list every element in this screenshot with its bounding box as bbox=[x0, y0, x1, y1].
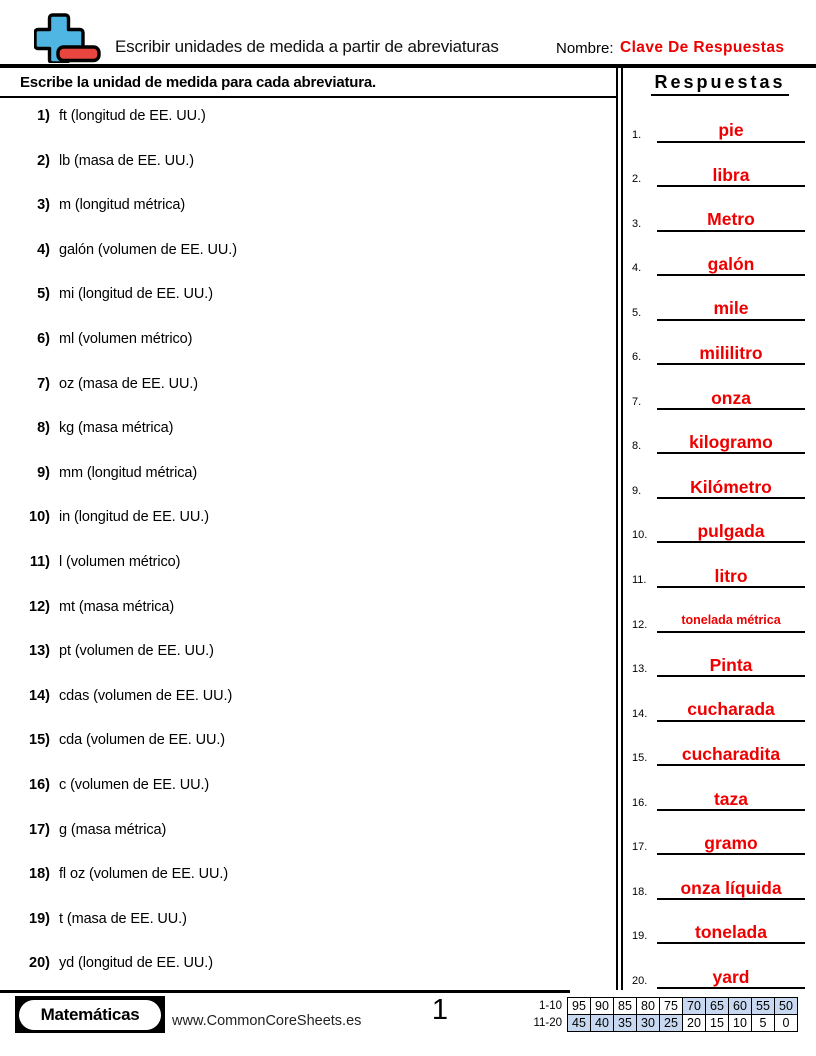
score-row bbox=[488, 1015, 798, 1032]
score-cell: 30 bbox=[637, 1015, 660, 1032]
answer-row bbox=[624, 187, 816, 232]
answer-number: 10. bbox=[632, 529, 648, 542]
score-cell: 35 bbox=[614, 1015, 637, 1032]
answer-text: gramo bbox=[657, 834, 805, 855]
answer-text: galón bbox=[657, 255, 805, 276]
score-cell: 5 bbox=[752, 1015, 775, 1032]
name-label: Nombre: bbox=[556, 40, 614, 57]
question-row bbox=[0, 455, 616, 500]
answer-number: 13. bbox=[632, 663, 648, 676]
question-text: ml (volumen métrico) bbox=[59, 330, 193, 347]
answer-number: 16. bbox=[632, 796, 648, 809]
score-cell: 85 bbox=[614, 998, 637, 1015]
answers-header bbox=[624, 68, 816, 96]
answer-row bbox=[624, 454, 816, 499]
question-row bbox=[0, 856, 616, 901]
answer-text: tonelada bbox=[657, 923, 805, 944]
score-cell: 95 bbox=[568, 998, 591, 1015]
score-cell: 20 bbox=[683, 1015, 706, 1032]
question-text: mi (longitud de EE. UU.) bbox=[59, 286, 213, 303]
answer-text: yard bbox=[657, 968, 805, 989]
answer-row bbox=[624, 365, 816, 410]
answer-text: taza bbox=[657, 790, 805, 811]
question-text: yd (longitud de EE. UU.) bbox=[59, 955, 213, 972]
answer-row bbox=[624, 232, 816, 277]
plus-minus-logo-icon bbox=[34, 13, 102, 63]
question-row bbox=[0, 812, 616, 857]
answer-number: 19. bbox=[632, 930, 648, 943]
question-number: 12) bbox=[29, 598, 50, 615]
answer-row bbox=[624, 276, 816, 321]
question-row bbox=[0, 633, 616, 678]
answer-number: 6. bbox=[632, 351, 642, 364]
question-number: 15) bbox=[29, 732, 50, 749]
answer-text: Metro bbox=[657, 210, 805, 231]
question-number: 14) bbox=[29, 687, 50, 704]
question-row bbox=[0, 901, 616, 946]
score-cell: 55 bbox=[752, 998, 775, 1015]
answer-text: onza líquida bbox=[657, 879, 805, 900]
score-range-label: 1-10 bbox=[538, 1000, 562, 1012]
question-row bbox=[0, 410, 616, 455]
question-number: 19) bbox=[29, 910, 50, 927]
question-row bbox=[0, 767, 616, 812]
answer-text: cucharada bbox=[657, 700, 805, 721]
question-number: 7) bbox=[37, 375, 50, 392]
answer-number: 7. bbox=[632, 395, 642, 408]
question-number: 9) bbox=[37, 464, 50, 481]
question-text: cda (volumen de EE. UU.) bbox=[59, 732, 226, 749]
answer-text: tonelada métrica bbox=[657, 614, 805, 633]
question-number: 17) bbox=[29, 821, 50, 838]
score-cell: 50 bbox=[775, 998, 798, 1015]
answer-text: pie bbox=[657, 121, 805, 142]
answers-list bbox=[624, 98, 816, 989]
answer-number: 1. bbox=[632, 128, 642, 141]
question-number: 13) bbox=[29, 643, 50, 660]
question-row bbox=[0, 276, 616, 321]
question-text: fl oz (volumen de EE. UU.) bbox=[59, 866, 229, 883]
question-number: 20) bbox=[29, 955, 50, 972]
question-text: lb (masa de EE. UU.) bbox=[59, 152, 194, 169]
answer-text: mile bbox=[657, 299, 805, 320]
answer-text: Kilómetro bbox=[657, 478, 805, 499]
question-row bbox=[0, 366, 616, 411]
answer-row bbox=[624, 543, 816, 588]
page-number: 1 bbox=[431, 994, 449, 1026]
answer-row bbox=[624, 855, 816, 900]
answer-row bbox=[624, 766, 816, 811]
score-table bbox=[488, 997, 798, 1032]
answer-row bbox=[624, 677, 816, 722]
page-title: Escribir unidades de medida a partir de abreviaturas bbox=[115, 37, 499, 56]
question-row bbox=[0, 187, 616, 232]
answer-number: 8. bbox=[632, 440, 642, 453]
question-text: g (masa métrica) bbox=[59, 821, 167, 838]
answer-text: mililitro bbox=[657, 344, 805, 365]
question-number: 10) bbox=[29, 509, 50, 526]
question-row bbox=[0, 544, 616, 589]
question-text: mt (masa métrica) bbox=[59, 598, 175, 615]
answer-text: cucharadita bbox=[657, 745, 805, 766]
website-url: www.CommonCoreSheets.es bbox=[172, 1013, 362, 1029]
answer-text: kilogramo bbox=[657, 433, 805, 454]
question-text: cdas (volumen de EE. UU.) bbox=[59, 687, 233, 704]
answer-row bbox=[624, 944, 816, 989]
answer-row bbox=[624, 722, 816, 767]
answer-text: Pinta bbox=[657, 656, 805, 677]
score-cell: 60 bbox=[729, 998, 752, 1015]
question-text: oz (masa de EE. UU.) bbox=[59, 375, 199, 392]
score-cell: 90 bbox=[591, 998, 614, 1015]
score-row bbox=[488, 998, 798, 1015]
question-row bbox=[0, 499, 616, 544]
question-row bbox=[0, 722, 616, 767]
question-row bbox=[0, 321, 616, 366]
question-text: galón (volumen de EE. UU.) bbox=[59, 241, 237, 258]
question-text: t (masa de EE. UU.) bbox=[59, 910, 187, 927]
answer-number: 9. bbox=[632, 484, 642, 497]
answer-number: 3. bbox=[632, 217, 642, 230]
score-range-label: 11-20 bbox=[533, 1017, 562, 1029]
question-number: 16) bbox=[29, 776, 50, 793]
answer-number: 2. bbox=[632, 173, 642, 186]
question-number: 4) bbox=[37, 241, 50, 258]
answer-row bbox=[624, 321, 816, 366]
score-cell: 70 bbox=[683, 998, 706, 1015]
score-cell: 40 bbox=[591, 1015, 614, 1032]
answer-text: onza bbox=[657, 389, 805, 410]
answer-row bbox=[624, 633, 816, 678]
score-cell: 65 bbox=[706, 998, 729, 1015]
question-number: 8) bbox=[37, 420, 50, 437]
score-cell: 45 bbox=[568, 1015, 591, 1032]
question-number: 2) bbox=[37, 152, 50, 169]
question-number: 5) bbox=[37, 286, 50, 303]
answer-row bbox=[624, 900, 816, 945]
answer-number: 18. bbox=[632, 885, 648, 898]
question-text: mm (longitud métrica) bbox=[59, 464, 198, 481]
brand-label: Matemáticas bbox=[19, 1000, 161, 1030]
answers-title: Respuestas bbox=[651, 72, 788, 96]
answer-text: litro bbox=[657, 567, 805, 588]
question-text: ft (longitud de EE. UU.) bbox=[59, 108, 206, 124]
answer-key-badge: Clave De Respuestas bbox=[620, 39, 785, 56]
answer-number: 15. bbox=[632, 752, 648, 765]
answer-number: 20. bbox=[632, 974, 648, 987]
question-number: 1) bbox=[37, 108, 50, 124]
question-text: pt (volumen de EE. UU.) bbox=[59, 643, 214, 660]
question-row bbox=[0, 98, 616, 143]
question-text: kg (masa métrica) bbox=[59, 420, 174, 437]
score-cell: 10 bbox=[729, 1015, 752, 1032]
question-text: c (volumen de EE. UU.) bbox=[59, 776, 210, 793]
question-row bbox=[0, 143, 616, 188]
answer-number: 14. bbox=[632, 707, 648, 720]
score-cell: 0 bbox=[775, 1015, 798, 1032]
brand-badge bbox=[15, 996, 165, 1033]
answer-number: 5. bbox=[632, 306, 642, 319]
footer-divider bbox=[0, 990, 570, 993]
question-text: in (longitud de EE. UU.) bbox=[59, 509, 209, 526]
question-row bbox=[0, 945, 616, 990]
score-cell: 75 bbox=[660, 998, 683, 1015]
question-text: m (longitud métrica) bbox=[59, 197, 186, 214]
answer-text: libra bbox=[657, 166, 805, 187]
question-number: 3) bbox=[37, 197, 50, 214]
answers-section bbox=[624, 68, 816, 990]
question-number: 6) bbox=[37, 330, 50, 347]
answer-text: pulgada bbox=[657, 522, 805, 543]
score-cell: 80 bbox=[637, 998, 660, 1015]
answer-number: 17. bbox=[632, 841, 648, 854]
question-row bbox=[0, 232, 616, 277]
answer-number: 4. bbox=[632, 262, 642, 275]
question-row bbox=[0, 589, 616, 634]
score-cell: 25 bbox=[660, 1015, 683, 1032]
question-text: l (volumen métrico) bbox=[59, 553, 181, 570]
answer-row bbox=[624, 588, 816, 633]
score-cell: 15 bbox=[706, 1015, 729, 1032]
question-number: 11) bbox=[29, 553, 50, 570]
answer-row bbox=[624, 811, 816, 856]
column-divider bbox=[616, 68, 623, 990]
instruction-text: Escribe la unidad de medida para cada abreviatura. bbox=[0, 68, 616, 98]
answer-number: 12. bbox=[632, 618, 648, 631]
answer-row bbox=[624, 143, 816, 188]
question-row bbox=[0, 678, 616, 723]
answer-row bbox=[624, 98, 816, 143]
answer-row bbox=[624, 410, 816, 455]
answer-row bbox=[624, 499, 816, 544]
answer-number: 11. bbox=[632, 574, 647, 587]
question-number: 18) bbox=[29, 866, 50, 883]
questions-section bbox=[0, 68, 616, 990]
